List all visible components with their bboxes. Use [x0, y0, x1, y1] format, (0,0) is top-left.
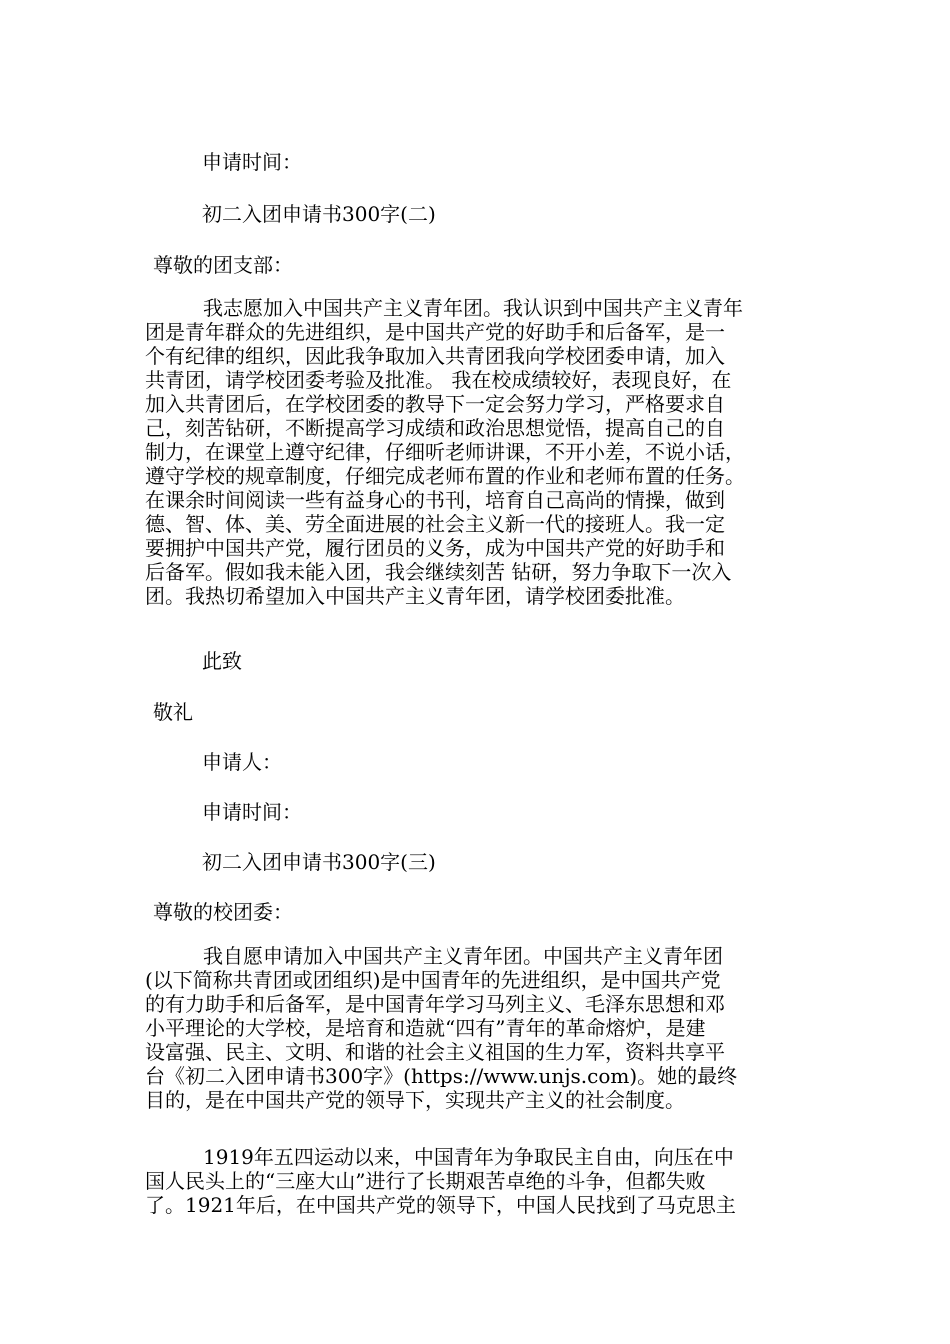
- paragraph-line: 的有力助手和后备军，是中国青年学习马列主义、毛泽东思想和邓: [145, 992, 725, 1016]
- salutation-3: 尊敬的校团委：: [153, 900, 293, 924]
- paragraph-line: 德、智、体、美、劳全面进展的社会主义新一代的接班人。我一定: [145, 512, 725, 536]
- paragraph-line: 团是青年群众的先进组织，是中国共产党的好助手和后备军，是一: [145, 320, 725, 344]
- paragraph-line: 加入共青团后，在学校团委的教导下一定会努力学习，严格要求自: [145, 392, 725, 416]
- paragraph-line: 在课余时间阅读一些有益身心的书刊，培育自己高尚的情操，做到: [145, 488, 725, 512]
- application-body-3: [145, 944, 817, 1112]
- section-title-2: 初二入团申请书300字(二): [202, 202, 436, 226]
- paragraph-line: 要拥护中国共产党，履行团员的义务，成为中国共产党的好助手和: [145, 536, 725, 560]
- applicant-label: 申请人：: [202, 750, 282, 774]
- paragraph-line: 设富强、民主、文明、和谐的社会主义祖国的生力军，资料共享平: [145, 1040, 725, 1064]
- paragraph-line: 共青团，请学校团委考验及批准。 我在校成绩较好，表现良好，在: [145, 368, 732, 392]
- closing-line-2: 敬礼: [153, 700, 193, 724]
- paragraph-line: 了。1921年后，在中国共产党的领导下，中国人民找到了马克思主: [145, 1193, 736, 1217]
- application-body-2: [145, 296, 817, 608]
- paragraph-line: 团。我热切希望加入中国共产主义青年团，请学校团委批准。: [145, 584, 685, 608]
- paragraph-line: 台《初二入团申请书300字》(https://www.unjs.com)。她的最终: [145, 1064, 738, 1088]
- closing-line-1: 此致: [202, 649, 242, 673]
- paragraph-line: 小平理论的大学校，是培育和造就“四有”青年的革命熔炉，是建: [145, 1016, 706, 1040]
- paragraph-line: 己，刻苦钻研，不断提高学习成绩和政治思想觉悟，提高自己的自: [145, 416, 725, 440]
- salutation-2: 尊敬的团支部：: [153, 253, 293, 277]
- application-time-label: 申请时间：: [202, 150, 302, 174]
- paragraph-line: 我自愿申请加入中国共产主义青年团。中国共产主义青年团: [203, 944, 723, 968]
- paragraph-line: 制力，在课堂上遵守纪律，仔细听老师讲课，不开小差，不说小话，: [145, 440, 745, 464]
- paragraph-line: 后备军。假如我未能入团，我会继续刻苦 钻研，努力争取下一次入: [145, 560, 732, 584]
- paragraph-line: 国人民头上的“三座大山”进行了长期艰苦卓绝的斗争，但都失败: [145, 1169, 706, 1193]
- paragraph-line: 个有纪律的组织，因此我争取加入共青团我向学校团委申请，加入: [145, 344, 725, 368]
- application-time-label-2: 申请时间：: [202, 800, 302, 824]
- paragraph-line: 目的，是在中国共产党的领导下，实现共产主义的社会制度。: [145, 1088, 685, 1112]
- paragraph-line: 我志愿加入中国共产主义青年团。我认识到中国共产主义青年: [203, 296, 743, 320]
- paragraph-line: 1919年五四运动以来，中国青年为争取民主自由，向压在中: [203, 1145, 734, 1169]
- section-title-3: 初二入团申请书300字(三): [202, 850, 436, 874]
- paragraph-line: (以下简称共青团或团组织)是中国青年的先进组织，是中国共产党: [145, 968, 721, 992]
- application-body-4: [145, 1145, 817, 1217]
- paragraph-line: 遵守学校的规章制度，仔细完成老师布置的作业和老师布置的任务。: [145, 464, 745, 488]
